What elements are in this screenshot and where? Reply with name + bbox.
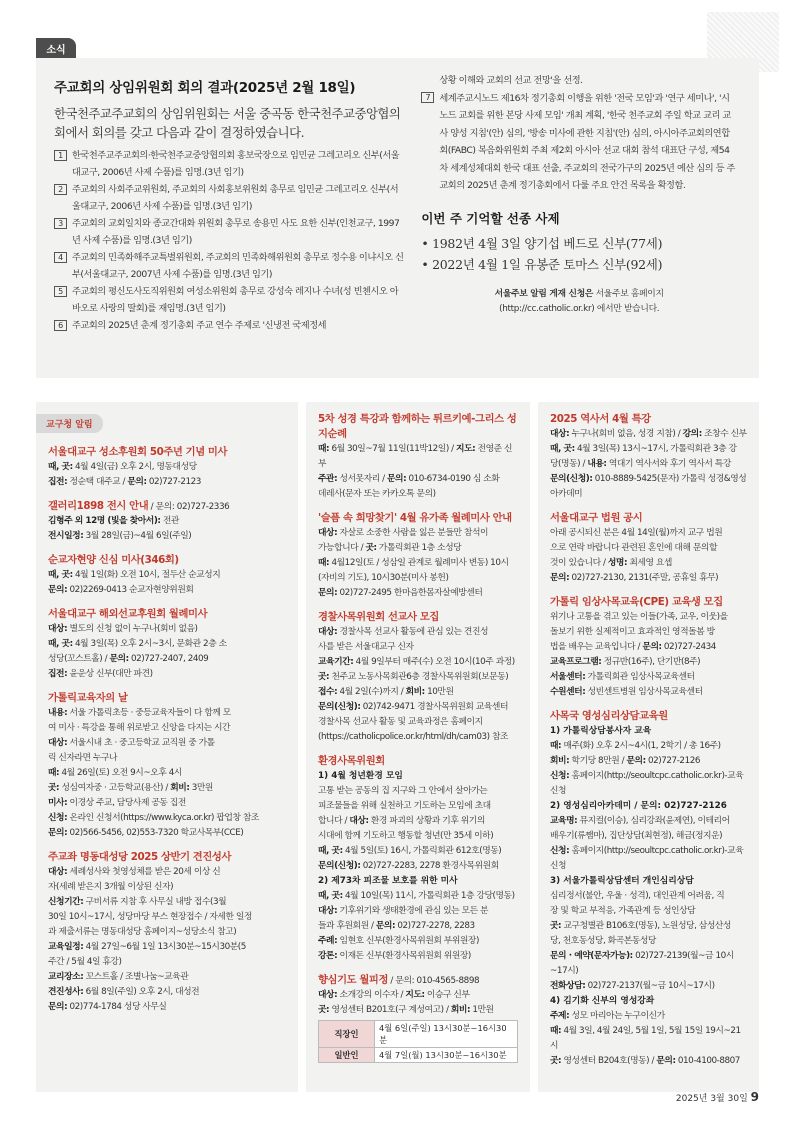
submission-notice — [421, 287, 737, 317]
notice-line: 신청기간: 구비서류 지참 후 사무실 내방 접수(3월 — [48, 897, 227, 907]
notice-section — [318, 509, 518, 601]
decision-list — [54, 148, 405, 335]
archdiocese-notice-tag: 교구청 알림 — [36, 414, 103, 433]
notice-title: 서울대교구 해외선교후원회 월례미사 — [48, 608, 208, 620]
notice-line: 위기나 고통을 겪고 있는 이들(가족, 교우, 이웃)을 — [550, 612, 728, 622]
notice-subheading: 1) 가톨릭상담봉사자 교육 — [550, 726, 652, 736]
memorial-item: • 1982년 4월 3일 양기섭 베드로 신부(77세) — [421, 235, 663, 251]
notice-rest: 서울주보 홈페이지 — [595, 288, 664, 299]
notice-section — [48, 605, 286, 682]
notice-line: 교리장소: 꼬스트홀 / 조별나눔~교육관 — [48, 972, 189, 982]
notice-line: 데레사(문자 또는 카카오톡 문의) — [318, 489, 436, 499]
notice-section — [550, 707, 747, 1069]
notice-title: 가톨릭교육자의 날 — [48, 692, 128, 704]
notice-line: 문의(신청): 02)742-9471 경찰사목위원회 교육센터 — [318, 702, 508, 712]
notice-title-extra: / 문의: 010-4565-8898 — [388, 976, 480, 986]
top-left-column — [54, 76, 405, 378]
notice-line: 주례: 임현호 신부(환경사목위원회 부위원장) — [318, 936, 479, 946]
notice-line: 아래 공시되신 분은 4월 14일(월)까지 교구 법원 — [550, 528, 723, 538]
notice-line: 곳: 교구청별관 B106호(명동), 노원성당, 삼성산성 — [550, 921, 731, 931]
notice-line: (자비의 기도), 10시30분(미사 봉헌) — [318, 573, 449, 583]
decision-item-5 — [54, 284, 405, 317]
notice-line: 때, 곳: 4월 3일(목) 오후 2시~3시, 문화관 2층 소 — [48, 639, 227, 649]
notice-line: 고통 받는 공동의 집 지구와 그 안에서 살아가는 — [318, 786, 488, 796]
notice-title: 사목국 영성심리상담교육원 — [550, 710, 668, 722]
table-header-cell: 직장인 — [319, 1021, 375, 1048]
notice-line: 경찰사목 선교사 활동 및 교육과정은 홈페이지 — [318, 717, 483, 727]
notice-title: 환경사목위원회 — [318, 755, 385, 767]
table-row — [319, 1048, 518, 1063]
notice-line: 내용: 서울 가톨릭초등 · 중등교육자들이 다 함께 모 — [48, 708, 231, 718]
notice-subheading: 4) 김기화 신부의 영성강좌 — [550, 996, 655, 1006]
notice-line: 성당(꼬스트홀) / 문의: 02)727-2407, 2409 — [48, 654, 209, 664]
notice-title: 5차 성경 특강과 함께하는 튀르키예-그리스 성지순례 — [318, 413, 517, 440]
notice-line: 접수: 4월 2일(수)까지 / 회비: 10만원 — [318, 687, 454, 697]
item-number: 3 — [54, 218, 67, 229]
page-footer — [676, 1090, 759, 1104]
notice-line: 미사: 이경상 주교, 담당사제 공동 집전 — [48, 798, 186, 808]
notice-line: 전시일정: 3월 28일(금)~4월 6일(주일) — [48, 531, 192, 541]
notice-line: 신청: 홈페이지(http://seoultcpc.catholic.or.kr)-교육신청 — [550, 846, 744, 871]
notice-line: 견진성사: 6월 8일(주일) 오후 2시, 대성전 — [48, 987, 200, 997]
notice-subheading: 2) 영성심리아카데미 / 문의: 02)727-2126 — [550, 801, 727, 811]
notice-line: 교육일정: 4월 27일~6월 1일 13시30분~15시30분(5 — [48, 942, 246, 952]
notice-line: 사를 받은 서울대교구 신자 — [318, 642, 414, 652]
notice-line: 문의 · 예약(문자가능): 02)727-2139(월~금 10시~17시) — [550, 951, 734, 976]
notice-line: 대상: 누구나(회비 없음, 성경 지참) / 강의: 조창수 신부 — [550, 429, 747, 439]
notice-line: 곳: 성심여자중 · 고등학교(용산) / 회비: 3만원 — [48, 783, 213, 793]
notice-line: 문의: 02)774-1784 성당 사무실 — [48, 1002, 167, 1012]
notice-section — [318, 410, 518, 502]
article-title: 주교회의 상임위원회 회의 결과(2025년 2월 18일) — [54, 80, 356, 96]
notice-line: 대상: 세례성사와 첫영성체를 받은 20세 이상 신 — [48, 867, 221, 877]
notice-line: 주간 / 5월 4일 휴강) — [48, 957, 122, 967]
item-number: 4 — [54, 252, 67, 263]
decision-item-6 — [54, 318, 405, 335]
notice-line: 과 제출서류는 명동대성당 홈페이지~성당소식 참고) — [48, 927, 237, 937]
notice-line: 배우기(류쨈마), 집단상담(최현정), 해금(정지운) — [550, 831, 723, 841]
notice-line: 대상: 기후위기와 생태환경에 관심 있는 모든 분 — [318, 906, 489, 916]
notice-url: (http://cc.catholic.or.kr) 에서만 받습니다. — [499, 303, 660, 314]
notice-line: 으로 연락 바랍니다 관련된 혼인에 대해 문의할 — [550, 543, 717, 553]
notice-title: 순교자현양 신심 미사(346회) — [48, 554, 179, 566]
section-tag: 소식 — [36, 38, 76, 58]
notice-line: 곳: 영성센터 B204호(명동) / 문의: 010-4100-8807 — [550, 1056, 740, 1066]
notice-section — [48, 689, 286, 841]
notice-line: 대상: 별도의 신청 없이 누구나(회비 없음) — [48, 624, 198, 634]
notice-line: 문의: 02)2269-0413 순교자현양위원회 — [48, 585, 194, 595]
notice-line: 여 미사 · 특강을 통해 위로받고 신앙을 다지는 시간 — [48, 723, 231, 733]
notice-line: 교육기간: 4월 9일부터 매주(수) 오전 10시(10주 과정) — [318, 657, 515, 667]
notice-line: 때: 6월 30일~7월 11일(11박12일) / 지도: 전영준 신부 — [318, 444, 513, 469]
notice-line: 회비: 학기당 8만원 / 문의: 02)727-2126 — [550, 756, 701, 766]
notice-line: 대상: 경찰사목 선교사 활동에 관심 있는 견진성 — [318, 627, 489, 637]
notice-subheading: 3) 서울가톨릭상담센터 개인심리상담 — [550, 876, 694, 886]
notice-title-extra: / 문의: 02)727-2336 — [148, 502, 230, 512]
notice-line: 곳: 영성센터 B201호(구 계성여고) / 회비: 1만원 — [318, 1005, 494, 1015]
memorial-title: 이번 주 기억할 선종 사제 — [421, 210, 560, 226]
notice-line: 문의: 02)727-2495 한마음한몸자살예방센터 — [318, 588, 483, 598]
notice-section — [318, 608, 518, 745]
notice-line: 때, 곳: 4월 4일(금) 오후 2시, 명동대성당 — [48, 462, 197, 472]
notice-title: 서울대교구 성소후원회 50주년 기념 미사 — [48, 446, 228, 458]
table-row — [319, 1021, 518, 1048]
notice-line: 곳: 천주교 노동사목회관6층 경찰사목위원회(보문동) — [318, 672, 509, 682]
notice-line: 교육프로그램: 정규반(16주), 단기반(8주) — [550, 657, 701, 667]
notice-line: 대상: 서울시내 초 · 중고등학교 교직원 중 가톨 — [48, 738, 215, 748]
notice-line: 교육명: 뮤지컬(이승), 심리강좌(윤제연), 이테리어 — [550, 816, 730, 826]
notice-bold: 서울주보 알림 게재 신청은 — [494, 288, 594, 299]
notice-section — [48, 551, 286, 598]
notice-line: 당(명동) / 내용: 역대기 역사서와 후기 역사서 특강 — [550, 459, 731, 469]
notice-line: 때: 4월 3일, 4월 24일, 5월 1일, 5월 15일 19시~21시 — [550, 1026, 741, 1051]
top-panel — [36, 58, 759, 378]
notice-line: 문의(신청): 02)727-2283, 2278 환경사목위원회 — [318, 861, 499, 871]
item-number: 1 — [54, 150, 67, 161]
issue-date: 2025년 3월 30일 — [675, 1094, 748, 1104]
item-continuation: 상황 이해와 교회의 선교 전망'을 선정. — [439, 75, 583, 86]
item-number: 2 — [54, 184, 67, 195]
notice-line: 자(세례 받은지 3개월 이상된 신자) — [48, 882, 174, 892]
notice-line: 합니다 / 대상: 환경 파괴의 상황과 기후 위기의 — [318, 816, 485, 826]
decision-item-1 — [54, 148, 405, 181]
decision-item-4 — [54, 250, 405, 283]
notice-section — [550, 509, 747, 586]
notice-section — [48, 497, 286, 544]
table-cell: 4월 7일(월) 13시30분~16시30분 — [375, 1048, 518, 1063]
item-text: 한국천주교주교회의·한국천주교중앙협의회 홍보국장으로 임민균 그레고리오 신부(서울대교구, 2006년 사제 수품)를 임명.(3년 임기) — [72, 150, 400, 178]
notice-line: 문의(신청): 010-8889-5425(문자) 가톨릭 성경&영성 아카데미 — [550, 474, 747, 499]
table-cell: 4월 6일(주일) 13시30분~16시30분 — [375, 1021, 518, 1048]
notice-line: 릭 신자라면 누구나 — [48, 753, 118, 763]
notice-line: 김형주 외 12명 (빛을 찾아서): 전관 — [48, 516, 179, 526]
schedule-table — [318, 1020, 518, 1063]
notice-title: 2025 역사서 4월 특강 — [550, 413, 651, 425]
column-1 — [36, 402, 298, 1092]
column-3 — [538, 402, 759, 1092]
notice-line: 것이 있습니다 / 성명: 최세영 요셉 — [550, 558, 672, 568]
item-number: 6 — [54, 320, 67, 331]
notice-line: (https://catholicpolice.or.kr/html/dh/cam03) 참조 — [318, 732, 509, 742]
item-number: 5 — [54, 286, 67, 297]
notice-title: 향심기도 월피정 / 문의: 010-4565-8898 — [318, 974, 480, 986]
notice-section — [550, 410, 747, 502]
notice-line: 돌보기 위한 실제적이고 효과적인 영적돌봄 방 — [550, 627, 715, 637]
notice-line: 전화상담: 02)727-2137(월~금 10시~17시) — [550, 981, 715, 991]
item-text: 주교회의 2025년 춘계 정기총회 주교 연수 주제로 '신냉전 국제정세 — [72, 320, 327, 331]
item-number: 7 — [421, 92, 434, 103]
item-text: 주교회의 민족화해주교특별위원회, 주교회의 민족화해위원회 총무로 정수용 이냐시오 신부(서울대교구, 2007년 사제 수품)를 임명.(3년 임기) — [72, 252, 404, 280]
notice-line: 대상: 자살로 소중한 사람을 잃은 분들만 참석이 — [318, 528, 489, 538]
notice-line: 피조물들을 위해 실천하고 기도하는 모임에 초대 — [318, 801, 491, 811]
notice-line: 때, 곳: 4월 3일(목) 13시~17시, 가톨릭회관 3층 강 — [550, 444, 737, 454]
notice-line: 신청: 홈페이지(http://seoultcpc.catholic.or.kr)-교육신청 — [550, 771, 744, 796]
notice-title: 주교좌 명동대성당 2025 상반기 견진성사 — [48, 851, 231, 863]
notice-line: 강론: 이재돈 신부(환경사목위원회 위원장) — [318, 951, 471, 961]
notice-line: 장 및 학교 부적응, 가족관계 등 성인상담 — [550, 906, 696, 916]
column-2 — [306, 402, 530, 1092]
notice-line: 때, 곳: 4월 5일(토) 16시, 가톨릭회관 612호(명동) — [318, 846, 502, 856]
notice-title: 서울대교구 법원 공시 — [550, 512, 643, 524]
item-text: 주교회의 평신도사도직위원회 여성소위원회 총무로 강성숙 레지나 수녀(성 빈첸시오 아 바오로 사랑의 딸회)를 재임명.(3년 임기) — [72, 286, 399, 314]
notice-line: 때: 4월12일(토 / 성삼일 관계로 월례미사 변동) 10시 — [318, 558, 509, 568]
decision-item-3 — [54, 216, 405, 249]
item-text: 주교회의 사회주교위원회, 주교회의 사회홍보위원회 총무로 임민균 그레고리오 신부(서울대교구, 2006년 사제 수품)를 임명.(3년 임기) — [72, 184, 399, 212]
notice-title: 경찰사목위원회 선교사 모집 — [318, 611, 439, 623]
notice-title: 갤러리1898 전시 안내 / 문의: 02)727-2336 — [48, 500, 230, 512]
notice-section — [318, 971, 518, 1063]
notice-line: 때: 매주(화) 오후 2시~4시(1, 2학기 / 총 16주) — [550, 741, 721, 751]
notice-line: 신청: 온라인 신청서(https://www.kyca.or.kr) 팝업창 참조 — [48, 813, 259, 823]
notice-line: 때, 곳: 4월 1일(화) 오전 10시, 절두산 순교성지 — [48, 570, 221, 580]
notice-line: 들과 후원회원 / 문의: 02)727-2278, 2283 — [318, 921, 475, 931]
table-header-cell: 일반인 — [319, 1048, 375, 1063]
notice-line: 주제: 성모 마리아는 누구이신가 — [550, 1011, 665, 1021]
notice-section — [48, 848, 286, 1015]
decision-item-2 — [54, 182, 405, 215]
notice-subheading: 2) 제73차 피조물 보호를 위한 미사 — [318, 876, 458, 886]
notice-line: 수원센터: 성빈센트병원 임상사목교육센터 — [550, 687, 703, 697]
notice-line: 30일 10시~17시, 성당마당 부스 현장접수 / 자세한 일정 — [48, 912, 252, 922]
notice-line: 문의: 02)727-2130, 2131(주말, 공휴일 휴무) — [550, 573, 719, 583]
item-text: 주교회의 교회일치와 종교간대화 위원회 총무로 송용민 사도 요한 신부(인천교구, 1997년 사제 수품)를 임명.(3년 임기) — [72, 218, 400, 246]
notice-line: 심리정서(불안, 우울 · 성격), 대인관계 어려움, 직 — [550, 891, 725, 901]
notice-title: '슬픔 속 희망찾기' 4월 유가족 월례미사 안내 — [318, 512, 512, 524]
memorial-item: • 2022년 4월 1일 유봉준 토마스 신부(92세) — [421, 256, 663, 272]
notice-line: 주관: 성서못자리 / 문의: 010-6734-0190 심 소화 — [318, 474, 500, 484]
notice-line: 가능합니다 / 곳: 가톨릭회관 1층 소성당 — [318, 543, 462, 553]
notice-section — [48, 443, 286, 490]
top-right-column — [421, 76, 737, 378]
decision-item-7 — [421, 90, 737, 195]
notice-subheading: 1) 4월 청년환경 모임 — [318, 771, 403, 781]
notice-line: 집전: 윤운상 신부(대만 파견) — [48, 669, 153, 679]
notice-line: 서울센터: 가톨릭회관 임상사목교육센터 — [550, 672, 695, 682]
notice-columns — [36, 402, 759, 1092]
notice-section — [550, 593, 747, 700]
notice-line: 집전: 정순택 대주교 / 문의: 02)727-2123 — [48, 477, 201, 487]
notice-line: 대상: 소개강의 이수자 / 지도: 이승구 신부 — [318, 990, 470, 1000]
notice-line: 문의: 02)566-5456, 02)553-7320 학교사목부(CCE) — [48, 828, 244, 838]
notice-line: 때, 곳: 4월 10일(목) 11시, 가톨릭회관 1층 강당(명동) — [318, 891, 515, 901]
notice-line: 법을 배우는 교육입니다 / 문의: 02)727-2434 — [550, 642, 716, 652]
notice-line: 당, 천호동성당, 화곡본동성당 — [550, 936, 656, 946]
notice-line: 시대에 함께 기도하고 행동할 청년(만 35세 이하) — [318, 831, 494, 841]
article-lead: 한국천주교주교회의 상임위원회는 서울 중곡동 한국천주교중앙협의회에서 회의를 갖고 다음과 같이 결정하였습니다. — [54, 106, 401, 140]
notice-section — [318, 752, 518, 964]
notice-line: 때: 4월 26일(토) 오전 9시~오후 4시 — [48, 768, 182, 778]
page-number: 9 — [750, 1090, 759, 1104]
notice-title: 가톨릭 임상사목교육(CPE) 교육생 모집 — [550, 596, 723, 608]
item-text: 세계주교시노드 제16차 정기총회 이행을 위한 '전국 모임'과 '연구 세미나', '시노드 교회를 위한 본당 사제 모임' 개최 계획, '한국 천주교회 주일 학교 교리 교사 양성 지침'(안) 심의, '방송 미사에 관한 지침'(안) 심의, 아시아주교회의연합회(FABC) 복음화위원회 주최 제2회 아시아 선교 대회 참석 대표단 구성, 제54차 세계성체대회 한국 대표 선출, 주교회의 전국가구의 2025년 예산 심의 등 주교회의 2025년 춘계 정기총회에서 다룰 주요 안건 목록을 확정함. — [439, 92, 735, 191]
